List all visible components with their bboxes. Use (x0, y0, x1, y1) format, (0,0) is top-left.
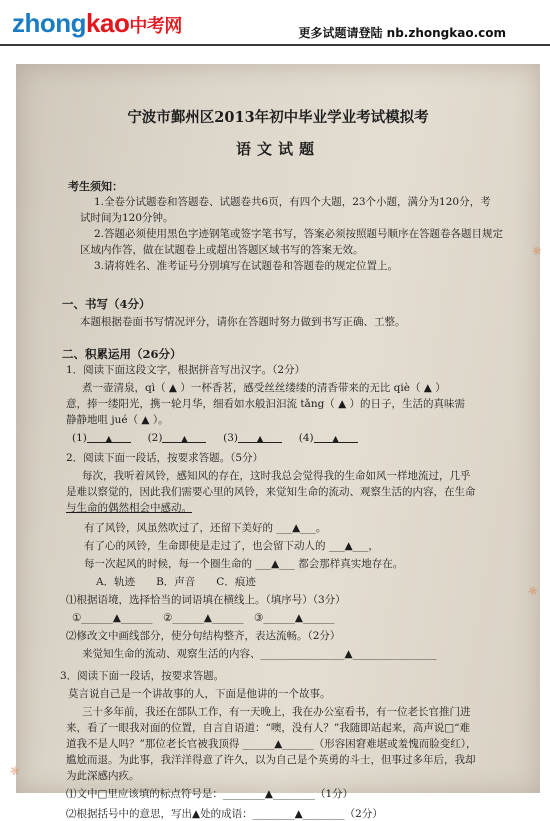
watermark-mark: ✱ (528, 242, 546, 260)
logo-text-cn: 中考网 (129, 16, 182, 37)
logo-text-zhong: zhong (12, 8, 87, 38)
notice-line: 2.答题必须使用黑色字迹钢笔或签字笔书写，答案必须按照题号顺序在答题卷各题目规定 (94, 228, 504, 240)
question-2-text: 每一次起风的时候，每一个圈生命的 ___▲___ 都会那样真实地存在。 (84, 558, 404, 570)
blank-number: (2) (147, 432, 163, 444)
question-3-sub2[interactable]: ⑵根据括号中的意思，写出▲处的成语：________▲________（2分） (66, 808, 383, 820)
question-2-sub2: ⑵修改文中画线部分，使分句结构整齐，表达流畅。（2分） (66, 630, 341, 642)
section-2-heading: 二、积累运用（26分） (62, 347, 182, 361)
exam-subtitle: 语文试题 (235, 140, 320, 158)
blank-number: (1) (72, 432, 87, 444)
notice-line: 1.全卷分试题卷和答题卷、试题卷共6页，有四个大题，23个小题，满分为120分，考 (94, 196, 491, 208)
question-1-text: 意，捧一缕阳光，携一轮月华，细看如水般汩汩流 tǎng（ ▲ ）的日子，生活的真味需 (66, 398, 466, 410)
triangle-icon: ▲ (181, 434, 188, 443)
question-1-stem: 1．阅读下面这段文字，根据拼音写出汉字。（2分） (66, 364, 306, 376)
question-1-answer-blanks (72, 432, 358, 445)
question-2-text: 有了心的风铃，生命即使是走过了，也会留下动人的 ___▲___， (84, 540, 379, 552)
section-1-text: 本题根据卷面书写情况评分，请你在答题时努力做到书写正确、工整。 (80, 316, 406, 328)
question-2-stem: 2．阅读下面一段话，按要求答题。（5分） (66, 452, 264, 464)
notice-line: 试时间为120分钟。 (80, 212, 174, 224)
blank-number: (4) (298, 432, 314, 444)
watermark-mark: ✱ (524, 582, 542, 600)
site-tagline[interactable]: 更多试题请登陆 nb.zhongkao.com (298, 26, 506, 40)
triangle-icon: ▲ (256, 434, 264, 443)
question-2-underlined-text: 与生命的偶然相会中感动。 (66, 502, 192, 514)
question-2-sub2-line[interactable]: 来觉知生命的流动、观察生活的内容、________________▲________________ (82, 648, 437, 660)
answer-blank[interactable] (238, 432, 282, 443)
answer-blank[interactable] (162, 432, 206, 443)
question-2-options: A．轨迹 B．声音 C．痕迹 (96, 576, 256, 588)
triangle-icon: ▲ (105, 434, 112, 443)
question-3-text: 尴尬而退。为此事，我洋洋得意了许久，以为自己是个英勇的斗士，但事过多年后，我却 (66, 754, 476, 766)
question-3-text: 三十多年前，我还在部队工作，有一天晚上，我在办公室看书，有一位老长官推门进 (82, 706, 471, 718)
section-1-heading: 一、书写（4分） (62, 297, 151, 311)
notice-line: 区域内作答，做在试题卷上或超出答题区域书写的答案无效。 (80, 244, 364, 256)
question-3-text: 莫言说自己是一个讲故事的人，下面是他讲的一个故事。 (68, 688, 331, 700)
question-2-sub1: ⑴根据语境，选择恰当的词语填在横线上。（填序号）（3分） (66, 594, 346, 606)
triangle-icon: ▲ (332, 434, 339, 443)
notice-line: 3.请将姓名、准考证号分别填写在试题卷和答题卷的规定位置上。 (94, 260, 399, 272)
question-2-sub1-blanks[interactable]: ①______▲______ ②______▲______ ③______▲______ (72, 612, 335, 624)
zhongkao-logo[interactable] (12, 8, 182, 39)
blank-number: (3) (223, 432, 239, 444)
question-2-text: 是难以察觉的，因此我们需要心里的风铃，来觉知生命的流动、观察生活的内容，在生命 (66, 486, 476, 498)
question-3-text: 道我不是人吗？”那位老长官被我顶得 ______▲______（形容困窘难堪或羞愧而脸变红）， (66, 738, 477, 750)
answer-blank[interactable] (87, 432, 131, 443)
exam-title: 宁波市鄞州区2013年初中毕业学业考试模拟考 (127, 109, 429, 126)
question-3-sub1[interactable]: ⑴文中□里应该填的标点符号是：________▲________（1分） (66, 788, 354, 800)
question-1-text: 静静地咀 jué（ ▲ ）。 (66, 414, 169, 426)
logo-text-kao: kao (86, 8, 130, 38)
question-2-text: 有了风铃，风虽然吹过了，还留下美好的 ___▲___。 (84, 522, 327, 534)
question-1-text: 煮一壶清泉，qì（ ▲ ）一杯香茗，感受丝丝缕缕的清香带来的无比 qiè（ ▲ ） (82, 382, 446, 394)
question-3-text: 来，看了一眼我对面的位置，自言自语道：“噢，没有人？”我随即站起来，高声说□“难 (66, 722, 471, 734)
question-3-text: 为此深感内疚。 (66, 770, 140, 782)
answer-blank[interactable] (314, 432, 358, 443)
site-header (0, 0, 550, 46)
watermark-mark: ✱ (6, 762, 24, 780)
question-3-stem: 3．阅读下面一段话，按要求答题。 (60, 670, 225, 682)
exam-paper-photo (6, 64, 546, 820)
notice-heading: 考生须知： (68, 180, 123, 193)
question-2-text: 每次，我听着风铃，感知风的存在，这时我总会觉得我的生命如风一样地流过，几乎 (82, 470, 471, 482)
